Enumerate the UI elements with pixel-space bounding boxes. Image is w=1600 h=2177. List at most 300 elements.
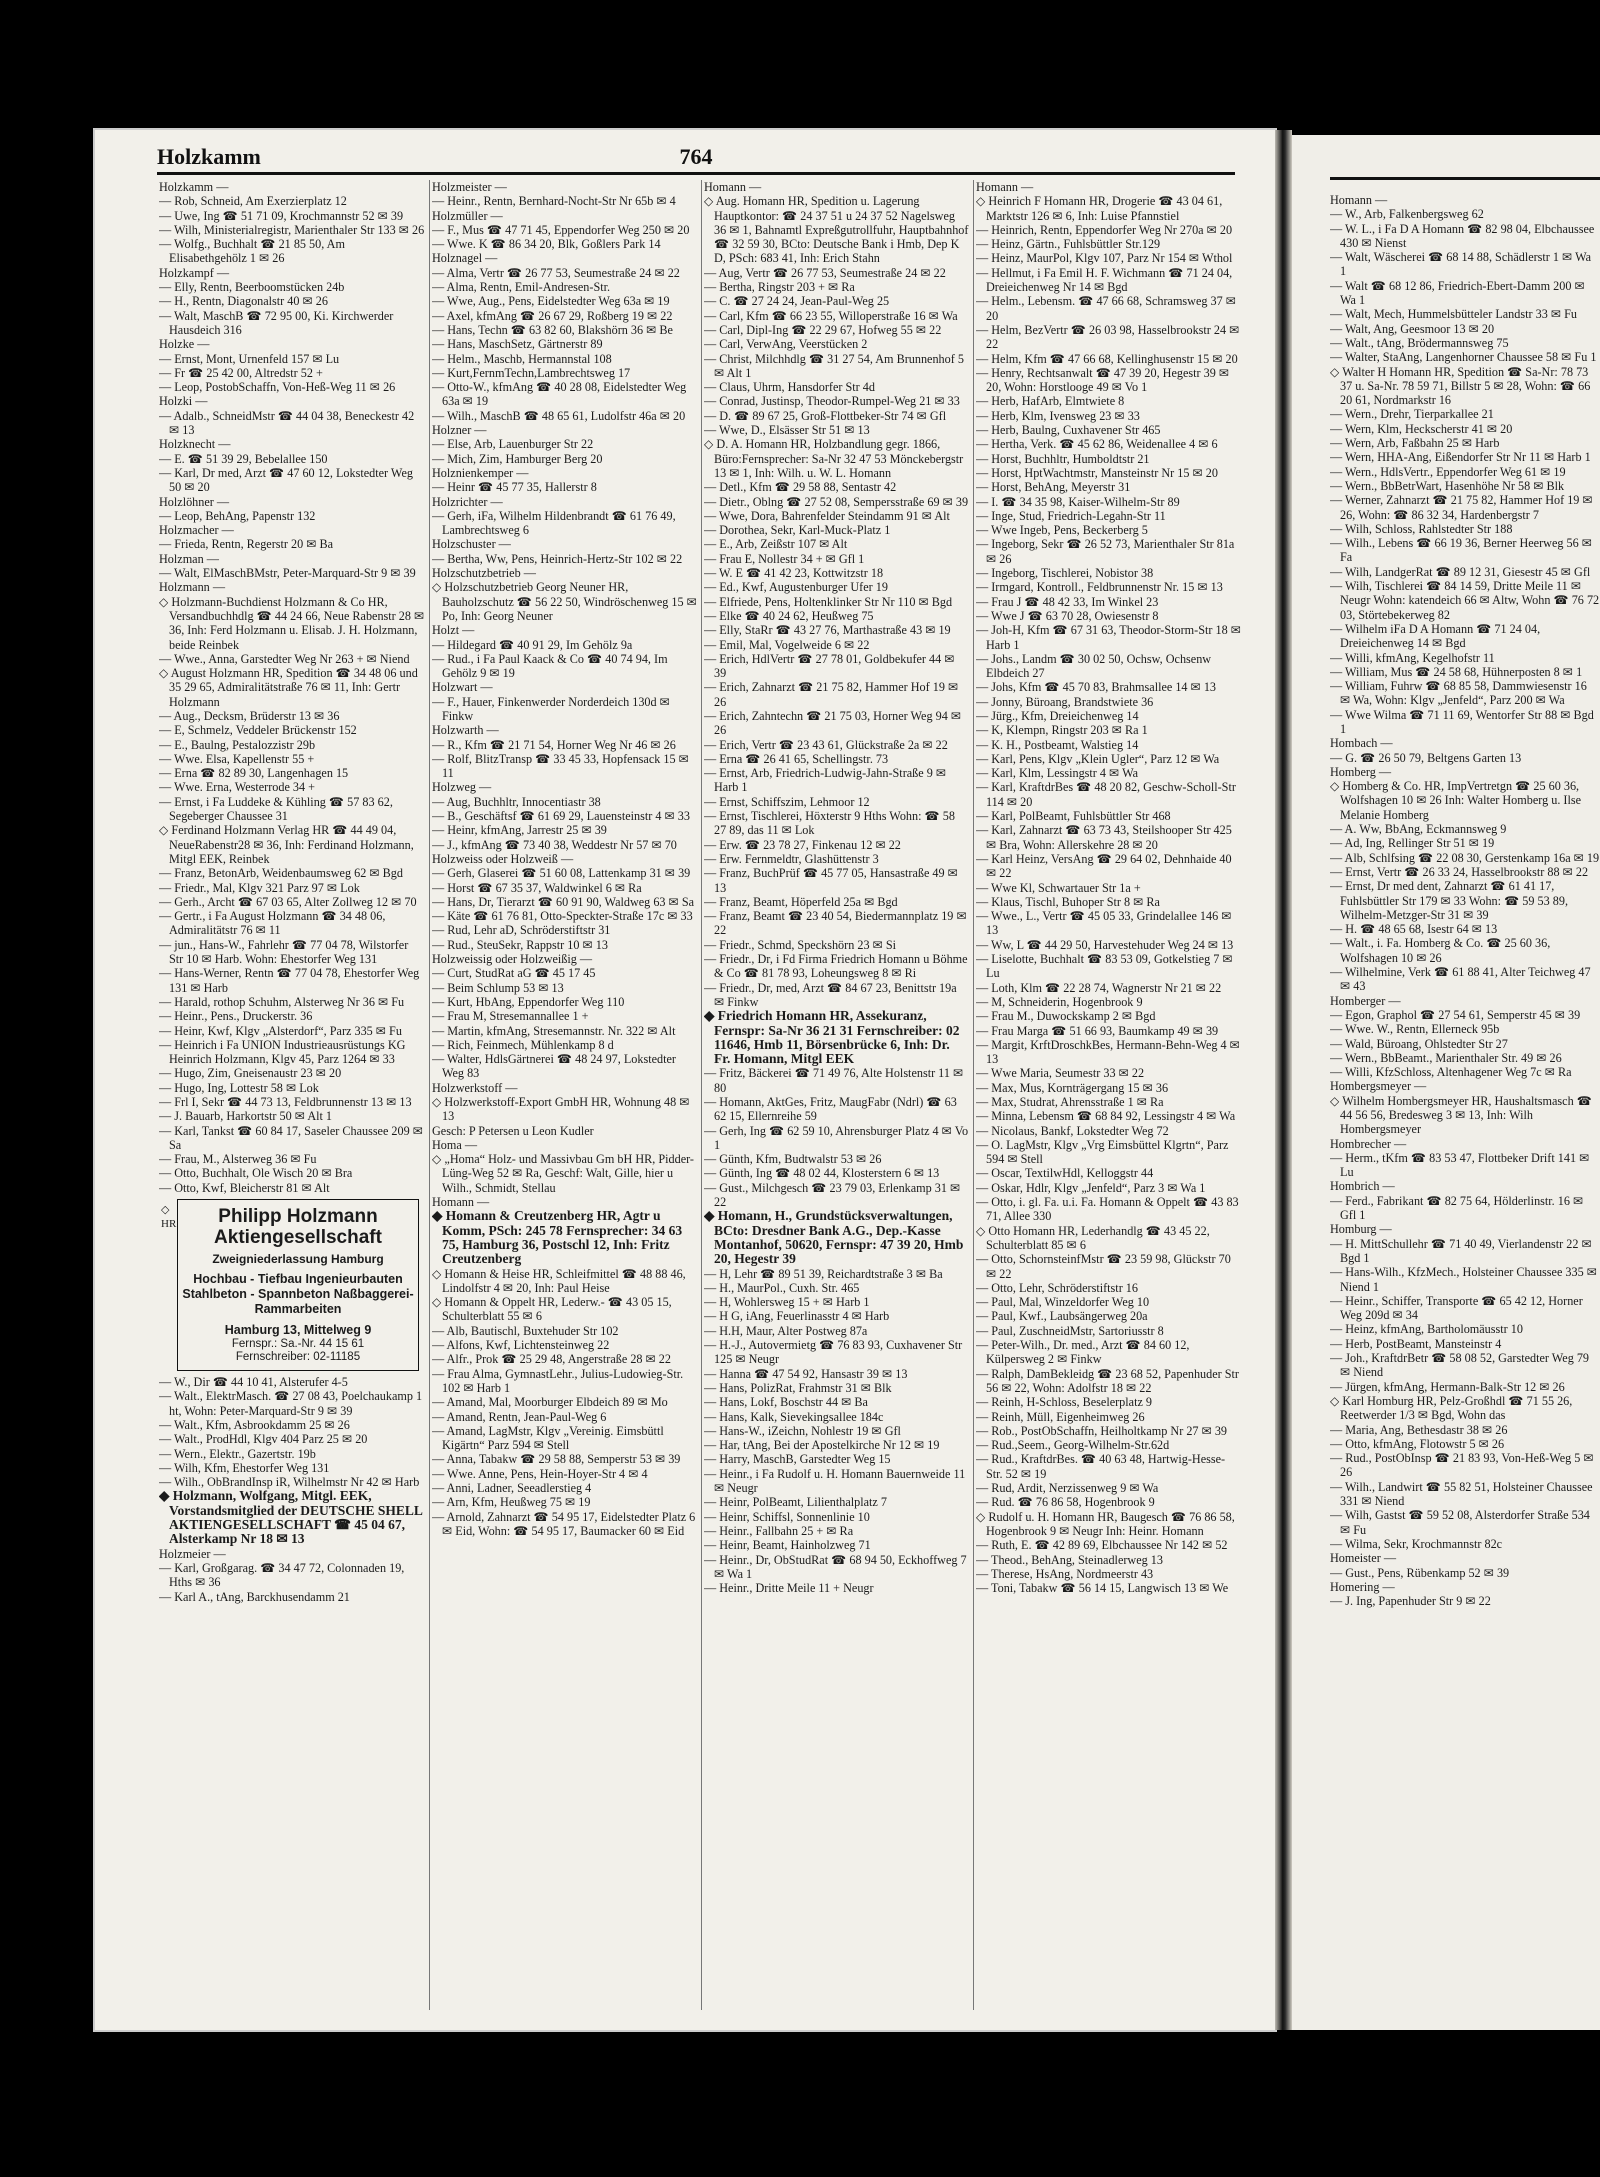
directory-entry: Hombrich — bbox=[1330, 1179, 1395, 1194]
directory-entry: — Walt., i. Fa. Homberg & Co. ☎ 25 60 36, Wolfshagen 10 ✉ 26 bbox=[1330, 936, 1551, 965]
directory-entry: — Ernst, Mont, Urnenfeld 157 ✉ Lu bbox=[159, 351, 340, 366]
directory-entry: — Wern., BbBetrWart, Hasenhöhe Nr 58 ✉ Blk bbox=[1330, 478, 1565, 493]
ad-services: Hochbau - Tiefbau Ingenieurbauten Stahlbeton - Spannbeton Naßbaggerei-Rammarbeiten bbox=[182, 1272, 414, 1317]
directory-entry: — Rud.,Seem., Georg-Wilhelm-Str.62d bbox=[976, 1438, 1170, 1453]
directory-entry: — Walt., ElektrMasch. ☎ 27 08 43, Poelchaukamp 1 ht, Wohn: Peter-Marquard-Str 9 ✉ 39 bbox=[159, 1389, 423, 1418]
directory-entry: — H, Lehr ☎ 89 51 39, Reichardtstraße 3 ✉ Ba bbox=[704, 1266, 943, 1281]
directory-entry: ◇ Otto Homann HR, Lederhandlg ☎ 43 45 22, Schulterblatt 85 ✉ 6 bbox=[976, 1223, 1210, 1252]
directory-entry: — Gust., Pens, Rübenkamp 52 ✉ 39 bbox=[1330, 1565, 1510, 1580]
directory-entry: — Heinr ☎ 45 77 35, Hallerstr 8 bbox=[432, 480, 597, 495]
directory-entry: Holzt — bbox=[432, 623, 475, 638]
directory-entry: — Elly, Rentn, Beerboomstücken 24b bbox=[159, 280, 345, 295]
directory-entry: — H., Rentn, Diagonalstr 40 ✉ 26 bbox=[159, 294, 328, 309]
directory-entry: ◇ Holzschutzbetrieb Georg Neuner HR, Bauholzschutz ☎ 56 22 50, Windröschenweg 15 ✉ Po, Inh: Georg Neuner bbox=[432, 580, 697, 623]
directory-entry: — Rud., KraftdrBes. ☎ 40 63 48, Hartwig-Hesse-Str. 52 ✉ 19 bbox=[976, 1452, 1226, 1481]
directory-entry: — Wilh, Kfm, Ehestorfer Weg 131 bbox=[159, 1460, 330, 1475]
directory-entry: — Hugo, Zim, Gneisenaustr 23 ✉ 20 bbox=[159, 1066, 342, 1081]
directory-entry: — Amand, Mal, Moorburger Elbdeich 89 ✉ Mo bbox=[432, 1395, 668, 1410]
directory-entry: — Adalb., SchneidMstr ☎ 44 04 38, Beneckestr 42 ✉ 13 bbox=[159, 408, 415, 438]
directory-entry: — Frau, M., Alsterweg 36 ✉ Fu bbox=[159, 1152, 317, 1167]
directory-entry: Holzlöhner — bbox=[159, 494, 230, 509]
directory-entry: — Max, Studrat, Ahrensstraße 1 ✉ Ra bbox=[976, 1095, 1164, 1109]
directory-entry: — Otto-W., kfmAng ☎ 40 28 08, Eidelstedter Weg 63a ✉ 19 bbox=[432, 380, 687, 409]
directory-entry: — Heinz, Gärtn., Fuhlsbüttler Str.129 bbox=[976, 237, 1161, 252]
directory-entry: — Wilhelmine, Verk ☎ 61 88 41, Alter Teichweg 47 ✉ 43 bbox=[1330, 965, 1591, 994]
directory-entry: — W., Dir ☎ 44 10 41, Alsterufer 4-5 bbox=[159, 1375, 348, 1390]
directory-entry: — Friedr., Mal, Klgv 321 Parz 97 ✉ Lok bbox=[159, 880, 360, 895]
directory-entry: — Conrad, Justinsp, Theodor-Rumpel-Weg 21 ✉ 33 bbox=[704, 394, 960, 409]
directory-entry: — H G, iAng, Feuerlinasstr 4 ✉ Harb bbox=[704, 1309, 890, 1324]
directory-entry: — O. LagMstr, Klgv „Vrg Eimsbüttel Klgrtn“, Parz 594 ✉ Stell bbox=[976, 1137, 1229, 1167]
page-number: 764 bbox=[679, 144, 713, 169]
directory-entry: — Gerh, Ing ☎ 62 59 10, Ahrensburger Platz 4 ✉ Vo 1 bbox=[704, 1123, 969, 1152]
directory-entry: — Wwe, Dora, Bahrenfelder Steindamm 91 ✉ Alt bbox=[704, 508, 950, 523]
ad-block bbox=[159, 1199, 425, 1371]
directory-entry: — Alma, Vertr ☎ 26 77 53, Seumestraße 24 ✉ 22 bbox=[432, 265, 680, 280]
directory-entry: — Fr ☎ 25 42 00, Altredstr 52 + bbox=[159, 365, 323, 380]
directory-entry: — Jürgen, kfmAng, Hermann-Balk-Str 12 ✉ 26 bbox=[1330, 1379, 1565, 1394]
directory-entry: — Walt., Kfm, Asbrookdamm 25 ✉ 26 bbox=[159, 1417, 350, 1432]
directory-entry: — Rud. ☎ 76 86 58, Hogenbrook 9 bbox=[976, 1495, 1155, 1510]
directory-entry: — Wwe., Anna, Garstedter Weg Nr 263 + ✉ Niend bbox=[159, 651, 410, 666]
directory-entry: Holzki — bbox=[159, 394, 208, 409]
directory-entry: ◇ Karl Homburg HR, Pelz-Großhdl ☎ 71 55 26, Reetwerder 1/3 ✉ Bgd, Wohn das bbox=[1330, 1393, 1573, 1423]
directory-entry: — Friedr., Dr, med, Arzt ☎ 84 67 23, Benittstr 19a ✉ Finkw bbox=[704, 980, 957, 1009]
directory-entry: — Friedr., Dr, i Fd Firma Friedrich Homann u Böhme & Co ☎ 81 78 93, Loheungsweg 8 ✉ Ri bbox=[704, 952, 968, 981]
directory-entry: ◇ Holzmann-Buchdienst Holzmann & Co HR, Versandbuchhdlg ☎ 44 24 66, Neue Rabenstr 28 ✉ 36, Inh: Ferd Holzmann u. Elisab. J. H. Holzmann, beide Reinbek bbox=[159, 594, 425, 652]
directory-entry: — R., Kfm ☎ 21 71 54, Horner Weg Nr 46 ✉ 26 bbox=[432, 737, 676, 752]
directory-entry: Holzkamm — bbox=[159, 180, 229, 194]
directory-entry: ◇ Homberg & Co. HR, ImpVertretgn ☎ 25 60 36, Wolfshagen 10 ✉ 26 Inh: Walter Homberg u. Ilse Melanie Homberg bbox=[1330, 779, 1582, 822]
next-page-edge bbox=[1292, 135, 1600, 2030]
directory-entry: ◇ Rudolf u. H. Homann HR, Baugesch ☎ 76 86 58, Hogenbrook 9 ✉ Neugr Inh: Heinr. Homann bbox=[976, 1509, 1235, 1538]
directory-entry: ◇ Homann & Heise HR, Schleifmittel ☎ 48 88 46, Lindolfstr 4 ✉ 20, Inh: Paul Heise bbox=[432, 1266, 686, 1295]
directory-entry: — Otto, kfmAng, Flotowstr 5 ✉ 26 bbox=[1330, 1436, 1505, 1451]
directory-entry: — Wwe, Aug., Pens, Eidelstedter Weg 63a ✉ 19 bbox=[432, 294, 670, 309]
directory-entry: Holzknecht — bbox=[159, 437, 231, 452]
directory-entry: — Johs., Landm ☎ 30 02 50, Ochsw, Ochsenw Elbdeich 27 bbox=[976, 651, 1212, 681]
directory-entry: — Amand, Rentn, Jean-Paul-Weg 6 bbox=[432, 1409, 607, 1424]
directory-entry: — Else, Arb, Lauenburger Str 22 bbox=[432, 437, 594, 452]
directory-entry: ◇ Aug. Homann HR, Spedition u. Lagerung Hauptkontor: ☎ 24 37 51 u 24 37 52 Nagelsweg 36 ✉ 1, Bahnamtl Expreßgutrollfuhr, Hauptbahnhof ☎ 32 59 30, BCto: Deutsche Bank i Hmb, Dep K D, PSch: 683 41, Inh: Erich Stahn bbox=[704, 194, 969, 266]
directory-entry: — Otto, Kwf, Bleicherstr 81 ✉ Alt bbox=[159, 1180, 330, 1195]
directory-entry: ◇ Wilhelm Hombergsmeyer HR, Haushaltsmasch ☎ 44 56 56, Bredesweg 3 ✉ 13, Inh: Wilh Hombergsmeyer bbox=[1330, 1093, 1592, 1137]
directory-entry: — Leop, PostobSchaffn, Von-Heß-Weg 11 ✉ 26 bbox=[159, 380, 396, 395]
directory-entry: — Hans, MaschSetz, Gärtnerstr 89 bbox=[432, 337, 603, 352]
directory-entry: — Joh., KraftdrBetr ☎ 58 08 52, Garstedter Weg 79 ✉ Niend bbox=[1330, 1351, 1590, 1380]
directory-entry: — Wald, Büroang, Ohlstedter Str 27 bbox=[1330, 1036, 1508, 1051]
directory-entry: — Elly, StaRr ☎ 43 27 76, Marthastraße 43 ✉ 19 bbox=[704, 623, 951, 638]
directory-entry: — Dorothea, Sekr, Karl-Muck-Platz 1 bbox=[704, 523, 891, 538]
directory-entry: — Rob, Schneid, Am Exerzierplatz 12 bbox=[159, 194, 347, 209]
directory-entry: — Wwe. Anne, Pens, Hein-Hoyer-Str 4 ✉ 4 bbox=[432, 1466, 648, 1481]
directory-entry: Hombrecher — bbox=[1330, 1136, 1407, 1151]
directory-entry: — Heinr, kfmAng, Jarrestr 25 ✉ 39 bbox=[432, 823, 607, 838]
directory-entry: — Wilhelm iFa D A Homann ☎ 71 24 04, Dreieichenweg 14 ✉ Bgd bbox=[1330, 621, 1541, 651]
directory-entry: Holzrichter — bbox=[432, 494, 503, 509]
directory-entry: — Frieda, Rentn, Regerstr 20 ✉ Ba bbox=[159, 537, 334, 552]
directory-entry: — A. Ww, BbAng, Eckmannsweg 9 bbox=[1330, 822, 1507, 837]
directory-entry: — Rud., SteuSekr, Rappstr 10 ✉ 13 bbox=[432, 937, 608, 952]
directory-entry: — Aug, Vertr ☎ 26 77 53, Seumestraße 24 ✉ 22 bbox=[704, 265, 946, 280]
directory-entry: — Alb, Schlfsing ☎ 22 08 30, Gerstenkamp 16a ✉ 19 bbox=[1330, 850, 1600, 865]
directory-entry: — Har, tAng, Bei der Apostelkirche Nr 12 ✉ 19 bbox=[704, 1438, 940, 1453]
directory-entry: — Minna, Lebensm ☎ 68 84 92, Lessingstr 4 ✉ Wa bbox=[976, 1109, 1236, 1124]
directory-entry: — Gerh, Glaserei ☎ 51 60 08, Lattenkamp 31 ✉ 39 bbox=[432, 866, 691, 881]
directory-entry: — Oscar, TextilwHdl, Kelloggstr 44 bbox=[976, 1166, 1154, 1181]
directory-page bbox=[95, 130, 1275, 2030]
directory-entry: — Karl, Tankst ☎ 60 84 17, Saseler Chaussee 209 ✉ Sa bbox=[159, 1123, 423, 1152]
directory-entry: — Frau Marga ☎ 51 66 93, Baumkamp 49 ✉ 39 bbox=[976, 1023, 1219, 1038]
column-3 bbox=[701, 180, 973, 2010]
directory-entry: — Heinrich i Fa UNION Industrieausrüstungs KG Heinrich Holzmann, Klgv 45, Parz 1264 ✉ 33 bbox=[159, 1037, 406, 1067]
directory-entry: — Ingeborg, Sekr ☎ 26 52 73, Marienthaler Str 81a ✉ 26 bbox=[976, 537, 1235, 566]
directory-entry: — Wilma, Sekr, Krochmannstr 82c bbox=[1330, 1536, 1503, 1551]
directory-entry: Homann — bbox=[704, 180, 762, 194]
directory-entry: — Frau Alma, GymnastLehr., Julius-Ludowieg-Str. 102 ✉ Harb 1 bbox=[432, 1366, 684, 1395]
directory-entry: — Karl, PolBeamt, Fuhlsbüttler Str 468 bbox=[976, 809, 1171, 824]
directory-entry: — William, Fuhrw ☎ 68 85 58, Dammwiesenstr 16 ✉ Wa, Wohn: Klgv „Jenfeld“, Parz 200 ✉ Wa bbox=[1330, 679, 1587, 708]
directory-entry: — Ernst, Dr med dent, Zahnarzt ☎ 61 41 17, Fuhlsbüttler Str 179 ✉ 33 Wohn: ☎ 59 53 89, Wilhelm-Metzger-Str 31 ✉ 39 bbox=[1330, 879, 1568, 922]
directory-entry: ◆ Homann, H., Grundstücksverwaltungen, BCto: Dresdner Bank A.G., Dep.-Kasse Montanhof, 50620, Fernspr: 47 39 20, Hmb 20, Hegestr 39 bbox=[704, 1209, 964, 1267]
book-gutter bbox=[1275, 130, 1292, 2030]
directory-entry: — Rud., i Fa Paul Kaack & Co ☎ 40 74 94, Im Gehölz 9 ✉ 19 bbox=[432, 651, 668, 681]
directory-entry: — Wwe. K ☎ 86 34 20, Blk, Goßlers Park 14 bbox=[432, 237, 661, 252]
directory-entry: — Günth, Ing ☎ 48 02 44, Klosterstern 6 ✉ 13 bbox=[704, 1166, 940, 1181]
directory-entry: — Kurt,FernmTechn,Lambrechtsweg 17 bbox=[432, 365, 631, 380]
directory-entry: Holzweiss oder Holzweiß — bbox=[432, 851, 574, 866]
directory-entry: Homa — bbox=[432, 1137, 478, 1152]
directory-entry: — Ruth, E. ☎ 42 89 69, Elbchaussee Nr 142 ✉ 52 bbox=[976, 1538, 1228, 1553]
directory-entry: — Elke ☎ 40 24 62, Heußweg 75 bbox=[704, 608, 874, 623]
directory-entry: Hombergsmeyer — bbox=[1330, 1079, 1427, 1094]
directory-entry: Holzwarth — bbox=[432, 723, 499, 738]
directory-entry: — Heinr, PolBeamt, Lilienthalplatz 7 bbox=[704, 1495, 887, 1510]
directory-entry: — Claus, Uhrm, Hansdorfer Str 4d bbox=[704, 380, 875, 395]
directory-entry: — Gerh., Archt ☎ 67 03 65, Alter Zollweg 12 ✉ 70 bbox=[159, 894, 417, 909]
directory-entry: — Karl, KraftdrBes ☎ 48 20 82, Geschw-Scholl-Str 114 ✉ 20 bbox=[976, 780, 1236, 809]
directory-entry: — Wern, HHA-Ang, Eißendorfer Str Nr 11 ✉ Harb 1 bbox=[1330, 450, 1591, 465]
directory-entry: — Erich, Zahntechn ☎ 21 75 03, Horner Weg 94 ✉ 26 bbox=[704, 708, 962, 738]
directory-entry: — Rud, Lehr aD, Schröderstiftstr 31 bbox=[432, 923, 611, 938]
directory-entry: — Wolfg., Buchhalt ☎ 21 85 50, Am Elisabethgehölz 1 ✉ 26 bbox=[159, 237, 345, 266]
directory-entry: — Franz, Beamt, Höperfeld 25a ✉ Bgd bbox=[704, 894, 898, 909]
directory-entry: — Wwe. Erna, Westerrode 34 + bbox=[159, 780, 316, 795]
directory-entry: — Jonny, Büroang, Brandstwiete 36 bbox=[976, 694, 1154, 709]
directory-entry: Homeister — bbox=[1330, 1551, 1397, 1566]
directory-entry: — Wern., Elektr., Gazertstr. 19b bbox=[159, 1446, 316, 1461]
directory-entry: — Erw. ☎ 23 78 27, Finkenau 12 ✉ 22 bbox=[704, 837, 901, 852]
directory-entry: — Wilh, Ministerialregistr, Marienthaler Str 133 ✉ 26 bbox=[159, 222, 425, 237]
directory-entry: — Wilh, LandgerRat ☎ 89 12 31, Giesestr 45 ✉ Gfl bbox=[1330, 564, 1591, 579]
directory-entry: — Heinr., Pens., Druckerstr. 36 bbox=[159, 1009, 313, 1024]
directory-entry: ◇ Walter H Homann HR, Spedition ☎ Sa-Nr: 78 73 37 u. Sa-Nr. 78 59 71, Billstr 5 ✉ 28, Wohn: ☎ 66 20 61, Nordmarkstr 16 bbox=[1330, 364, 1591, 408]
directory-entry: — Wern, Klm, Heckscherstr 41 ✉ 20 bbox=[1330, 421, 1513, 436]
directory-entry: — B., Geschäftsf ☎ 61 69 29, Lauensteinstr 4 ✉ 33 bbox=[432, 809, 690, 824]
directory-entry: — Otto, Lehr, Schröderstiftstr 16 bbox=[976, 1280, 1138, 1295]
directory-entry: — G. ☎ 26 50 79, Beltgens Garten 13 bbox=[1330, 750, 1522, 765]
directory-entry: — Käte ☎ 61 76 81, Otto-Speckter-Straße 17c ✉ 33 bbox=[432, 909, 693, 924]
directory-entry: — M, Schneiderin, Hogenbrook 9 bbox=[976, 994, 1143, 1009]
next-page-header-rule bbox=[1330, 173, 1600, 180]
directory-entry: Homann — bbox=[976, 180, 1034, 194]
directory-entry: ◇ Heinrich F Homann HR, Drogerie ☎ 43 04 61, Marktstr 126 ✉ 6, Inh: Luise Pfannstiel bbox=[976, 194, 1223, 223]
directory-entry: — Erna ☎ 82 89 30, Langenhagen 15 bbox=[159, 766, 349, 781]
directory-entry: — Erna ☎ 26 41 65, Schellingstr. 73 bbox=[704, 751, 889, 766]
directory-entry: — Karl Heinz, VersAng ☎ 29 64 02, Dehnhaide 40 ✉ 22 bbox=[976, 851, 1232, 881]
directory-entry: — Oskar, Hdlr, Klgv „Jenfeld“, Parz 3 ✉ Wa 1 bbox=[976, 1180, 1206, 1195]
directory-entry: — Walter, StaAng, Langenhorner Chaussee 58 ✉ Fu 1 bbox=[1330, 350, 1597, 365]
directory-entry: — Ralph, DamBekleidg ☎ 23 68 52, Papenhuder Str 56 ✉ 22, Wohn: Adolfstr 18 ✉ 22 bbox=[976, 1366, 1239, 1395]
directory-entry: — E. ☎ 51 39 29, Bebelallee 150 bbox=[159, 451, 328, 466]
column-4 bbox=[973, 180, 1245, 2010]
directory-entry: — H. MittSchullehr ☎ 71 40 49, Vierlandenstr 22 ✉ Bgd 1 bbox=[1330, 1236, 1592, 1265]
directory-entry: — Johs, Kfm ☎ 45 70 83, Brahmsallee 14 ✉ 13 bbox=[976, 680, 1217, 695]
directory-entry: — Bertha, Ringstr 203 + ✉ Ra bbox=[704, 280, 855, 295]
directory-entry: — Martin, kfmAng, Stresemannstr. Nr. 322 ✉ Alt bbox=[432, 1023, 676, 1038]
directory-entry: Homering — bbox=[1330, 1579, 1395, 1594]
page-header bbox=[157, 140, 1235, 175]
directory-entry: — Egon, Graphol ☎ 27 54 61, Semperstr 45 ✉ 39 bbox=[1330, 1007, 1581, 1022]
directory-entry: — Hans, Dr, Tierarzt ☎ 60 91 90, Waldweg 63 ✉ Sa bbox=[432, 894, 695, 909]
directory-entry: — Wwe. W., Rentn, Ellerneck 95b bbox=[1330, 1022, 1500, 1037]
column-1 bbox=[157, 180, 429, 2010]
directory-entry: — Friedr., Schmd, Speckshörn 23 ✉ Si bbox=[704, 937, 897, 952]
directory-entry: — Gerh, iFa, Wilhelm Hildenbrandt ☎ 61 76 49, Lambrechtsweg 6 bbox=[432, 508, 676, 538]
directory-entry: — Heinz, MaurPol, Klgv 107, Parz Nr 154 ✉ Wthol bbox=[976, 251, 1233, 266]
directory-entry: — Ernst, Vertr ☎ 26 33 24, Hasselbrookstr 88 ✉ 22 bbox=[1330, 864, 1589, 879]
directory-entry: — Karl A., tAng, Barckhusendamm 21 bbox=[159, 1589, 350, 1604]
directory-entry: — Bertha, Ww, Pens, Heinrich-Hertz-Str 102 ✉ 22 bbox=[432, 551, 683, 566]
directory-entry: — Hans, Lokf, Boschstr 44 ✉ Ba bbox=[704, 1395, 868, 1410]
directory-entry: — Rich, Feinmech, Mühlenkamp 8 d bbox=[432, 1037, 614, 1052]
directory-entry: — Herb, PostBeamt, Mansteinstr 4 bbox=[1330, 1336, 1502, 1351]
columns bbox=[157, 180, 1245, 2010]
directory-entry: — Alma, Rentn, Emil-Andresen-Str. bbox=[432, 280, 611, 295]
directory-entry: — Hans-Werner, Rentn ☎ 77 04 78, Ehestorfer Weg 131 ✉ Harb bbox=[159, 966, 420, 995]
directory-entry: Holznienkemper — bbox=[432, 465, 529, 480]
directory-entry: — Aug., Decksm, Brüderstr 13 ✉ 36 bbox=[159, 708, 340, 723]
directory-entry: — Helm., Maschb, Hermannstal 108 bbox=[432, 351, 612, 366]
directory-entry: — Carl, VerwAng, Veerstücken 2 bbox=[704, 337, 868, 352]
directory-entry: Homberger — bbox=[1330, 993, 1401, 1008]
directory-entry: — W., Arb, Falkenbergsweg 62 bbox=[1330, 207, 1484, 222]
directory-entry: — Irmgard, Kontroll., Feldbrunnenstr Nr. 15 ✉ 13 bbox=[976, 580, 1223, 595]
directory-entry: — Axel, kfmAng ☎ 26 67 29, Roßberg 19 ✉ 22 bbox=[432, 308, 673, 323]
directory-entry: — Ad, Ing, Rellinger Str 51 ✉ 19 bbox=[1330, 836, 1495, 851]
directory-entry: — Alfr., Prok ☎ 25 29 48, Angerstraße 28 ✉ 22 bbox=[432, 1352, 671, 1367]
directory-entry: Holzweissig oder Holzweißig — bbox=[432, 952, 593, 967]
directory-entry: — Gust., Milchgesch ☎ 23 79 03, Erlenkamp 31 ✉ 22 bbox=[704, 1180, 961, 1210]
advertisement-box bbox=[177, 1199, 419, 1371]
directory-entry: — Alfons, Kwf, Lichtensteinweg 22 bbox=[432, 1338, 610, 1353]
directory-entry: Holzner — bbox=[432, 423, 487, 438]
directory-entry: — Rob., PostObSchaffn, Heilholtkamp Nr 27 ✉ 39 bbox=[976, 1423, 1228, 1438]
directory-entry: — Anni, Ladner, Seeadlerstieg 4 bbox=[432, 1481, 592, 1496]
directory-entry: — Erw. Fernmeldtr, Glashüttenstr 3 bbox=[704, 851, 879, 866]
directory-entry: — E., Arb, Zeißstr 107 ✉ Alt bbox=[704, 537, 848, 552]
directory-entry: — Aug, Buchhltr, Innocentiastr 38 bbox=[432, 794, 601, 809]
directory-entry: ◆ Holzmann, Wolfgang, Mitgl. EEK, Vorstandsmitglied der DEUTSCHE SHELL AKTIENGESELLSCHAFT ☎ 45 04 67, Alsterkamp Nr 18 ✉ 13 bbox=[159, 1489, 423, 1547]
directory-entry: — Dietr., Oblng ☎ 27 52 08, Sempersstraße 69 ✉ 39 bbox=[704, 494, 969, 509]
directory-entry: — Hans-W., iZeichn, Nohlestr 19 ✉ Gfl bbox=[704, 1423, 901, 1438]
directory-entry: — Emil, Mal, Vogelweide 6 ✉ 22 bbox=[704, 637, 870, 652]
directory-entry: — Franz, BetonArb, Weidenbaumsweg 62 ✉ Bgd bbox=[159, 866, 403, 881]
directory-entry: — Heinr, Schiffsl, Sonnenlinie 10 bbox=[704, 1509, 870, 1524]
directory-entry: — Frau E, Nollestr 34 + ✉ Gfl 1 bbox=[704, 551, 865, 566]
directory-entry: Holzmüller — bbox=[432, 208, 503, 223]
directory-entry: — W. E ☎ 41 42 23, Kottwitzstr 18 bbox=[704, 566, 884, 581]
directory-entry: — Helm, BezVertr ☎ 26 03 98, Hasselbrookstr 24 ✉ 22 bbox=[976, 322, 1240, 352]
directory-entry: — Heinr, Beamt, Hainholzweg 71 bbox=[704, 1538, 871, 1553]
directory-entry: — Heinr, Kwf, Klgv „Alsterdorf“, Parz 335 ✉ Fu bbox=[159, 1023, 402, 1038]
directory-entry: — Franz, Beamt ☎ 23 40 54, Biedermannplatz 19 ✉ 22 bbox=[704, 909, 967, 938]
directory-entry: — Herm., tKfm ☎ 83 53 47, Flottbeker Drift 141 ✉ Lu bbox=[1330, 1150, 1590, 1180]
directory-entry: Homburg — bbox=[1330, 1222, 1392, 1237]
ad-side-label: ◇ HR bbox=[161, 1204, 177, 1231]
directory-entry: — Wilh, Gastst ☎ 59 52 08, Alsterdorfer Straße 534 ✉ Fu bbox=[1330, 1508, 1590, 1537]
ad-address: Hamburg 13, Mittelweg 9 bbox=[224, 1323, 372, 1338]
ad-company-name: Philipp Holzmann Aktiengesellschaft bbox=[214, 1206, 382, 1249]
directory-entry: — Ernst, Schiffszim, Lehmoor 12 bbox=[704, 794, 870, 809]
directory-entry: — Ed., Kwf, Augustenburger Ufer 19 bbox=[704, 580, 888, 595]
directory-entry: — Ferd., Fabrikant ☎ 82 75 64, Hölderlinstr. 16 ✉ Gfl 1 bbox=[1330, 1193, 1584, 1223]
directory-entry: ◇ Holzwerkstoff-Export GmbH HR, Wohnung 48 ✉ 13 bbox=[432, 1095, 690, 1124]
next-page-column bbox=[1330, 193, 1600, 1608]
directory-entry: — Erich, Zahnarzt ☎ 21 75 82, Hammer Hof 19 ✉ 26 bbox=[704, 680, 959, 709]
directory-entry: — Henry, Rechtsanwalt ☎ 47 39 20, Hegestr 39 ✉ 20, Wohn: Horstlooge 49 ✉ Vo 1 bbox=[976, 365, 1230, 395]
directory-entry: — Heinr., Schiffer, Transporte ☎ 65 42 12, Horner Weg 209d ✉ 34 bbox=[1330, 1293, 1583, 1323]
directory-entry: Holzweg — bbox=[432, 780, 492, 795]
header-keyword: Holzkamm bbox=[157, 144, 261, 169]
directory-entry: — Rolf, BlitzTransp ☎ 33 45 33, Hopfensack 15 ✉ 11 bbox=[432, 751, 689, 781]
directory-entry: — Hans, PolizRat, Frahmstr 31 ✉ Blk bbox=[704, 1380, 892, 1395]
directory-entry: — F., Mus ☎ 47 71 45, Eppendorfer Weg 250 ✉ 20 bbox=[432, 222, 690, 237]
directory-entry: ◆ Homann & Creutzenberg HR, Agtr u Komm, PSch: 245 78 Fernsprecher: 34 63 75, Hamburg 36, Postschl 12, Inh: Fritz Creutzenberg bbox=[432, 1209, 683, 1267]
directory-entry: — Günth, Kfm, Budtwalstr 53 ✉ 26 bbox=[704, 1152, 882, 1167]
directory-entry: — Alb, Bautischl, Buxtehuder Str 102 bbox=[432, 1323, 619, 1338]
directory-entry: — Beim Schlump 53 ✉ 13 bbox=[432, 980, 564, 995]
directory-entry: — Hugo, Ing, Lottestr 58 ✉ Lok bbox=[159, 1080, 319, 1095]
directory-entry: Hombach — bbox=[1330, 736, 1393, 751]
directory-entry: — Walt., tAng, Brödermannsweg 75 bbox=[1330, 335, 1509, 350]
directory-entry: — Kurt, HbAng, Eppendorfer Weg 110 bbox=[432, 994, 625, 1009]
directory-entry: ◇ Homann & Oppelt HR, Lederw.- ☎ 43 05 15, Schulterblatt 55 ✉ 6 bbox=[432, 1295, 672, 1324]
directory-entry: — Frl I, Sekr ☎ 44 73 13, Feldbrunnenstr 13 ✉ 13 bbox=[159, 1095, 412, 1109]
directory-entry: — Wilh, Tischlerei ☎ 84 14 59, Dritte Meile 11 ✉ Neugr Wohn: katendeich 66 ✉ Altw, Wohn ☎ 76 72 03, Störtebekerweg 82 bbox=[1330, 579, 1600, 622]
directory-entry: — Heinr., Dr, ObStudRat ☎ 68 94 50, Eckhoffweg 7 ✉ Wa 1 bbox=[704, 1552, 967, 1581]
directory-entry: — K, Klempn, Ringstr 203 ✉ Ra 1 bbox=[976, 723, 1148, 738]
directory-entry: — Hanna ☎ 47 54 92, Hansastr 39 ✉ 13 bbox=[704, 1366, 908, 1381]
directory-entry: — Heinrich, Rentn, Eppendorfer Weg Nr 270a ✉ 20 bbox=[976, 222, 1233, 237]
directory-entry: — Otto, Buchhalt, Ole Wisch 20 ✉ Bra bbox=[159, 1166, 353, 1181]
directory-entry: — Horst, Buchhltr, Humboldtstr 21 bbox=[976, 451, 1150, 466]
directory-entry: — Herb, HafArb, Elmtwiete 8 bbox=[976, 394, 1125, 409]
directory-entry: — Homann, AktGes, Fritz, MaugFabr (Ndrl) ☎ 63 62 15, Ellernreihe 59 bbox=[704, 1095, 957, 1124]
directory-entry: — Rud, Ardit, Nerzissenweg 9 ✉ Wa bbox=[976, 1481, 1159, 1496]
directory-entry: — Carl, Dipl-Ing ☎ 22 29 67, Hofweg 55 ✉ 22 bbox=[704, 322, 942, 337]
directory-entry: — Karl, Großgarag. ☎ 34 47 72, Colonnaden 19, Hths ✉ 36 bbox=[159, 1560, 405, 1590]
directory-entry: — Hans-Wilh., KfzMech., Holsteiner Chaussee 335 ✉ Niend 1 bbox=[1330, 1265, 1597, 1294]
directory-entry: ◆ Friedrich Homann HR, Assekuranz, Fernspr: Sa-Nr 36 21 31 Fernschreiber: 02 11646, Hmb 11, Börsenbrücke 6, Inh: Dr. Fr. Homann, Mitgl EEK bbox=[704, 1009, 960, 1067]
directory-entry: — Arn, Kfm, Heußweg 75 ✉ 19 bbox=[432, 1495, 591, 1510]
directory-entry: ◇ D. A. Homann HR, Holzbandlung gegr. 1866, Büro:Fernsprecher: Sa-Nr 32 47 53 Mönckebergstr 13 ✉ 1, Inh: Wilh. u. W. L. Homann bbox=[704, 437, 964, 480]
directory-entry: — F., Hauer, Finkenwerder Norderdeich 130d ✉ Finkw bbox=[432, 694, 670, 723]
directory-entry: Holznagel — bbox=[432, 251, 498, 266]
directory-entry: — Wern., BbBeamt., Marienthaler Str. 49 ✉ 26 bbox=[1330, 1050, 1562, 1065]
directory-entry: — Frau J ☎ 48 42 33, Im Winkel 23 bbox=[976, 594, 1159, 609]
directory-entry: — Inge, Stud, Friedrich-Legahn-Str 11 bbox=[976, 508, 1166, 523]
directory-entry: — Reinh, H-Schloss, Beselerplatz 9 bbox=[976, 1395, 1153, 1410]
directory-entry: — Heinz, kfmAng, Bartholomäusstr 10 bbox=[1330, 1322, 1523, 1337]
directory-entry: — W. L., i Fa D A Homann ☎ 82 98 04, Elbchaussee 430 ✉ Nienst bbox=[1330, 221, 1595, 250]
directory-entry: — Frau M., Duwockskamp 2 ✉ Bgd bbox=[976, 1009, 1156, 1024]
directory-entry: — Peter-Wilh., Dr. med., Arzt ☎ 84 60 12, Külpersweg 2 ✉ Finkw bbox=[976, 1338, 1190, 1367]
directory-entry: — Wilh, Schloss, Rahlstedter Str 188 bbox=[1330, 521, 1513, 536]
directory-entry: — K. H., Postbeamt, Walstieg 14 bbox=[976, 737, 1139, 752]
directory-entry: — Helm, Kfm ☎ 47 66 68, Kellinghusenstr 15 ✉ 20 bbox=[976, 351, 1238, 366]
directory-entry: — Wern., Drehr, Tierparkallee 21 bbox=[1330, 407, 1494, 422]
directory-entry: Holzman — bbox=[159, 551, 219, 566]
ad-telex: Fernschreiber: 02-11185 bbox=[235, 1351, 361, 1364]
directory-entry: — Helm., Lebensm. ☎ 47 66 68, Schramsweg 37 ✉ 20 bbox=[976, 294, 1236, 323]
directory-entry: — Carl, Kfm ☎ 66 23 55, Willoperstraße 16 ✉ Wa bbox=[704, 308, 958, 323]
directory-entry: — Christ, Milchhdlg ☎ 31 27 54, Am Brunnenhof 5 ✉ Alt 1 bbox=[704, 351, 964, 380]
directory-entry: Gesch: P Petersen u Leon Kudler bbox=[432, 1123, 594, 1138]
directory-entry: — Hertha, Verk. ☎ 45 62 86, Weidenallee 4 ✉ 6 bbox=[976, 437, 1218, 452]
directory-entry: — Harald, rothop Schuhm, Alsterweg Nr 36 ✉ Fu bbox=[159, 994, 405, 1009]
directory-entry: — J. Bauarb, Harkortstr 50 ✉ Alt 1 bbox=[159, 1109, 333, 1124]
directory-entry: — Reinh, Müll, Eigenheimweg 26 bbox=[976, 1409, 1145, 1424]
directory-entry: — Hans, Techn ☎ 63 82 60, Blakshörn 36 ✉ Be bbox=[432, 322, 673, 337]
directory-entry: Holzschuster — bbox=[432, 537, 511, 552]
directory-entry: — Wwe Wilma ☎ 71 11 69, Wentorfer Str 88 ✉ Bgd 1 bbox=[1330, 707, 1594, 736]
directory-entry: — Erich, HdlVertr ☎ 27 78 01, Goldbekufer 44 ✉ 39 bbox=[704, 651, 955, 681]
directory-entry: — Heinr., Rentn, Bernhard-Nocht-Str Nr 65b ✉ 4 bbox=[432, 194, 676, 209]
directory-entry: — Wwe J ☎ 63 70 28, Owiesenstr 8 bbox=[976, 608, 1159, 623]
directory-entry: — Amand, LagMstr, Klgv „Vereinig. Eimsbüttl Kigärtn“ Parz 594 ✉ Stell bbox=[432, 1423, 664, 1453]
directory-entry: — Karl, Zahnarzt ☎ 63 73 43, Steilshooper Str 425 ✉ Bra, Wohn: Allerskehre 28 ✉ 20 bbox=[976, 823, 1232, 852]
directory-entry: — Walt, Mech, Hummelsbütteler Landstr 33 ✉ Fu bbox=[1330, 307, 1577, 322]
column-2 bbox=[429, 180, 701, 2010]
directory-entry: — E, Schmelz, Veddeler Brückenstr 152 bbox=[159, 723, 357, 738]
directory-entry: — H.H, Maur, Alter Postweg 87a bbox=[704, 1323, 868, 1338]
directory-entry: — Ernst, Tischlerei, Höxterstr 9 Hths Wohn: ☎ 58 27 89, das 11 ✉ Lok bbox=[704, 809, 955, 838]
directory-entry: — Ernst, Arb, Friedrich-Ludwig-Jahn-Straße 9 ✉ Harb 1 bbox=[704, 766, 947, 795]
directory-entry: — Ernst, i Fa Luddeke & Kühling ☎ 57 83 62, Segeberger Chaussee 31 bbox=[159, 794, 393, 824]
directory-entry: — H., MaurPol., Cuxh. Str. 465 bbox=[704, 1280, 860, 1295]
directory-entry: — Walt, MaschB ☎ 72 95 00, Ki. Kirchwerder Hausdeich 316 bbox=[159, 308, 394, 337]
directory-entry: — Hildegard ☎ 40 91 29, Im Gehölz 9a bbox=[432, 637, 633, 652]
directory-entry: — William, Mus ☎ 24 58 68, Hühnerposten 8 ✉ 1 bbox=[1330, 664, 1583, 679]
directory-entry: — Arnold, Zahnarzt ☎ 54 95 17, Eidelstedter Platz 6 ✉ Eid, Wohn: ☎ 54 95 17, Baumacker 60 ✉ Eid bbox=[432, 1509, 696, 1538]
directory-entry: — Max, Mus, Kornträgergang 15 ✉ 36 bbox=[976, 1080, 1169, 1095]
directory-entry: ◇ August Holzmann HR, Spedition ☎ 34 48 06 und 35 29 65, Admiralitätstraße 76 ✉ 11, Inh: Gertr Holzmann bbox=[159, 666, 418, 709]
directory-entry: — Horst ☎ 67 35 37, Waldwinkel 6 ✉ Ra bbox=[432, 880, 642, 895]
directory-entry: — Fritz, Bäckerei ☎ 71 49 76, Alte Holstenstr 11 ✉ 80 bbox=[704, 1066, 964, 1095]
directory-entry: Homann — bbox=[432, 1195, 490, 1210]
directory-entry: — Erich, Vertr ☎ 23 43 61, Glückstraße 2a ✉ 22 bbox=[704, 737, 948, 752]
directory-entry: — Otto, i. gl. Fa. u.i. Fa. Homann & Oppelt ☎ 43 83 71, Allee 330 bbox=[976, 1195, 1239, 1224]
directory-entry: — Heinr., Fallbahn 25 + ✉ Ra bbox=[704, 1523, 854, 1538]
directory-entry: ◇ Ferdinand Holzmann Verlag HR ☎ 44 49 04, NeueRabenstr28 ✉ 36, Inh: Ferdinand Holzmann, Mitgl EEK, Reinbek bbox=[159, 823, 414, 866]
directory-entry: — J., kfmAng ☎ 73 40 38, Weddestr Nr 57 ✉ 70 bbox=[432, 837, 677, 852]
directory-entry: Holzmacher — bbox=[159, 523, 234, 538]
directory-entry: — Mich, Zim, Hamburger Berg 20 bbox=[432, 451, 603, 466]
directory-entry: — Willi, KfzSchloss, Altenhagener Weg 7c ✉ Ra bbox=[1330, 1065, 1572, 1080]
directory-entry: — Wern, Arb, Faßbahn 25 ✉ Harb bbox=[1330, 436, 1500, 451]
directory-entry: — Horst, HptWachtmstr, Mansteinstr Nr 15 ✉ 20 bbox=[976, 465, 1218, 480]
